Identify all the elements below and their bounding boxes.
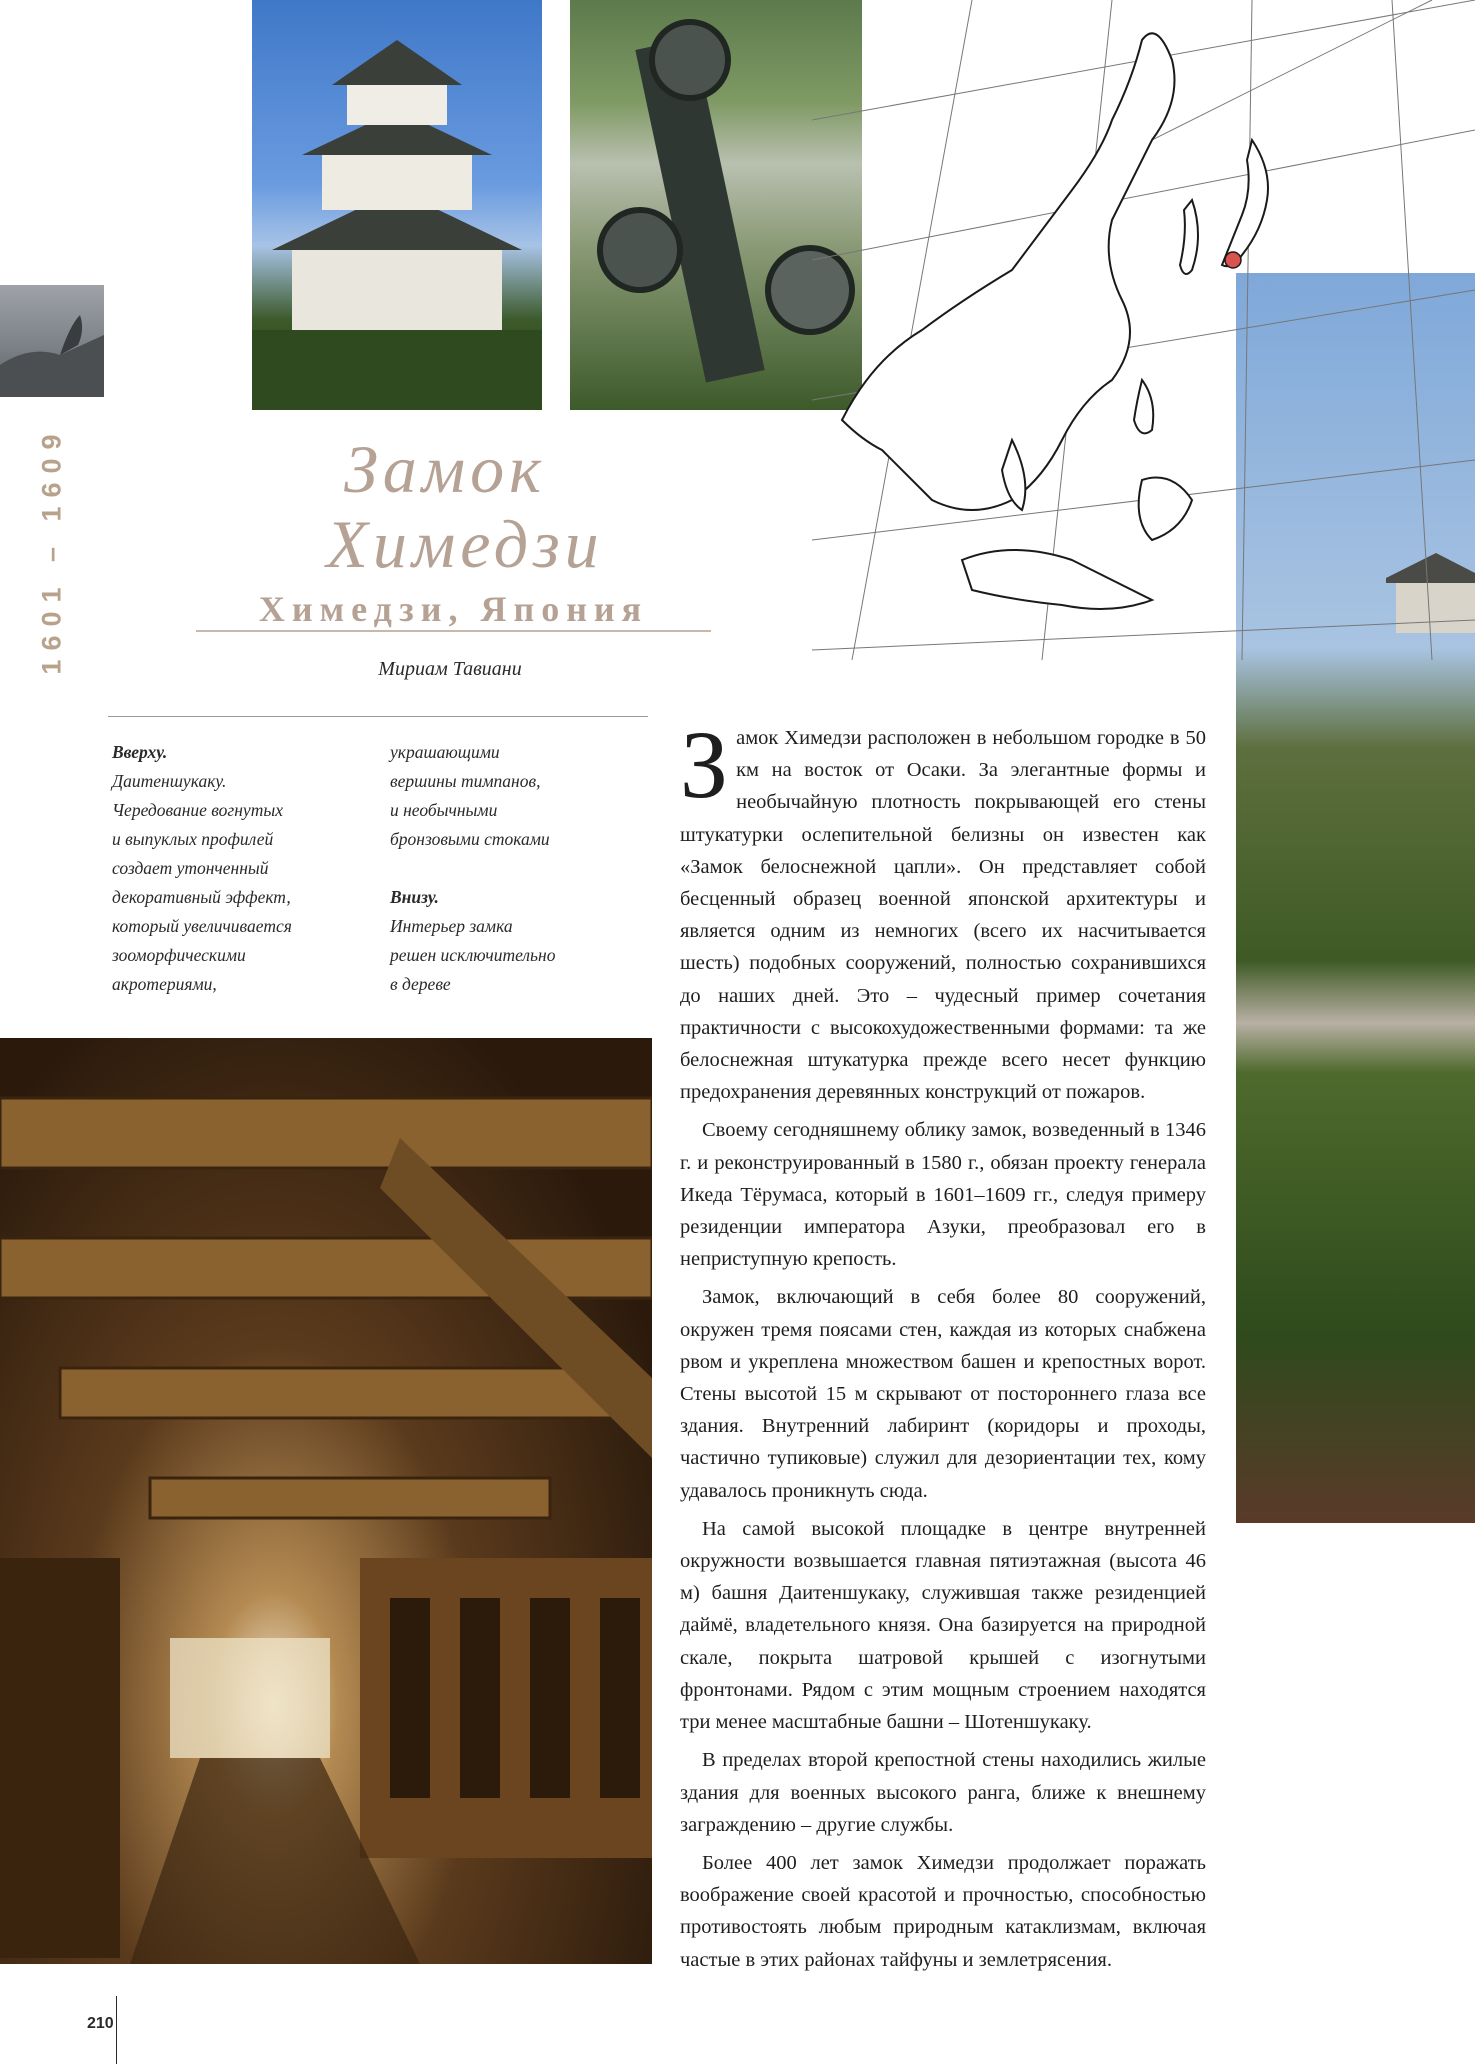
article-paragraph: Более 400 лет замок Химедзи продолжает поражать воображение своей красотой и прочностью, способностью противостоять любым природным катаклизмам, включая частые в этих районах тайфуны и землетрясения. [680, 1851, 1206, 1971]
asia-locator-map [812, 0, 1475, 660]
caption-line: зооморфическими [112, 945, 246, 965]
caption-line: бронзовыми стоками [390, 829, 550, 849]
caption-line: в дереве [390, 974, 451, 994]
caption-heading-bottom: Внизу. [390, 887, 439, 907]
title-line-1: Замок [344, 431, 546, 507]
caption-line: декоративный эффект, [112, 887, 291, 907]
caption-column-2 [390, 738, 620, 999]
article-paragraph: Своему сегодняшнему облику замок, возведенный в 1346 г. и реконструированный в 1580 г., обязан проекту генерала Икеда Тёрумаса, который в 1601–1609 гг., следуя примеру резиденции императора Азуки, преобразовал его в неприступную крепость. [680, 1119, 1206, 1271]
title-line-2: Химедзи [326, 506, 604, 582]
article-paragraph: На самой высокой площадке в центре внутренней окружности возвышается главная пятиэтажная (высота 46 м) башня Даитеншукаку, служившая также резиденцией даймё, владетельного князя. Она базируется на природной скале, покрыта шатровой крышей с изогнутыми фронтонами. Рядом с этим мощным строением находятся три менее масштабные башни – Шотеншукаку. [680, 1517, 1206, 1734]
caption-line: вершины тимпанов, [390, 771, 541, 791]
page-number: 210 [87, 2015, 114, 2032]
caption-line: создает утонченный [112, 858, 269, 878]
article-paragraph: В пределах второй крепостной стены находились жилые здания для военных высокого ранга, ближе к внешнему заграждению – другие службы. [680, 1749, 1206, 1836]
roof-ornament-thumbnail [0, 285, 104, 397]
caption-column-1 [112, 738, 332, 999]
article-paragraph: Замок, включающий в себя более 80 сооружений, окружен тремя поясами стен, каждая из которых снабжена рвом и укреплена множеством башен и крепостных ворот. Стены высотой 15 м скрывают от постороннего глаза все здания. Внутренний лабиринт (коридоры и проходы, частично тупиковые) служил для дезориентации тех, кому удавалось проникнуть сюда. [680, 1286, 1206, 1502]
location-subtitle: Химедзи, Япония [258, 589, 649, 629]
subtitle-underline [196, 630, 711, 632]
caption-divider [108, 716, 648, 717]
castle-exterior-photo [252, 0, 542, 410]
date-range-text: 1601 – 1609 [36, 425, 67, 675]
article-body [680, 711, 1206, 1982]
caption-line: украшающими [390, 742, 500, 762]
author-name: Мириам Тавиани [378, 658, 522, 680]
himeji-marker [1225, 252, 1241, 268]
article-paragraph [680, 711, 1206, 1108]
caption-heading-top: Вверху. [112, 742, 168, 762]
caption-line: Интерьер замка [390, 916, 513, 936]
page-number-rule [116, 1996, 117, 2064]
castle-interior-photo [0, 1038, 652, 1964]
caption-spacer [390, 854, 620, 883]
caption-line: и выпуклых профилей [112, 829, 274, 849]
caption-line: Даитеншукаку. [112, 771, 227, 791]
caption-line: который увеличивается [112, 916, 292, 936]
caption-line: и необычными [390, 800, 498, 820]
drop-cap: З [680, 711, 729, 818]
date-range-vertical [22, 420, 82, 680]
caption-line: решен исключительно [390, 945, 556, 965]
caption-line: Чередование вогнутых [112, 800, 283, 820]
paragraph-text: амок Химедзи расположен в небольшом городке в 50 км на восток от Осаки. За элегантные формы и необычайную плотность покрывающей его стены штукатурки ослепительной белизны он известен как «Замок белоснежной цапли». Он представляет собой бесценный образец военной японской архитектуры и является одним из немногих (всего их насчитывается шесть) подобных сооружений, полностью сохранившихся до наших дней. Это – чудесный пример сочетания практичности с высокохудожественными формами: та же белоснежная штукатурка прежде всего несет функцию предохранения деревянных конструкций от пожаров. [680, 727, 1206, 1104]
caption-line: акротериями, [112, 974, 217, 994]
